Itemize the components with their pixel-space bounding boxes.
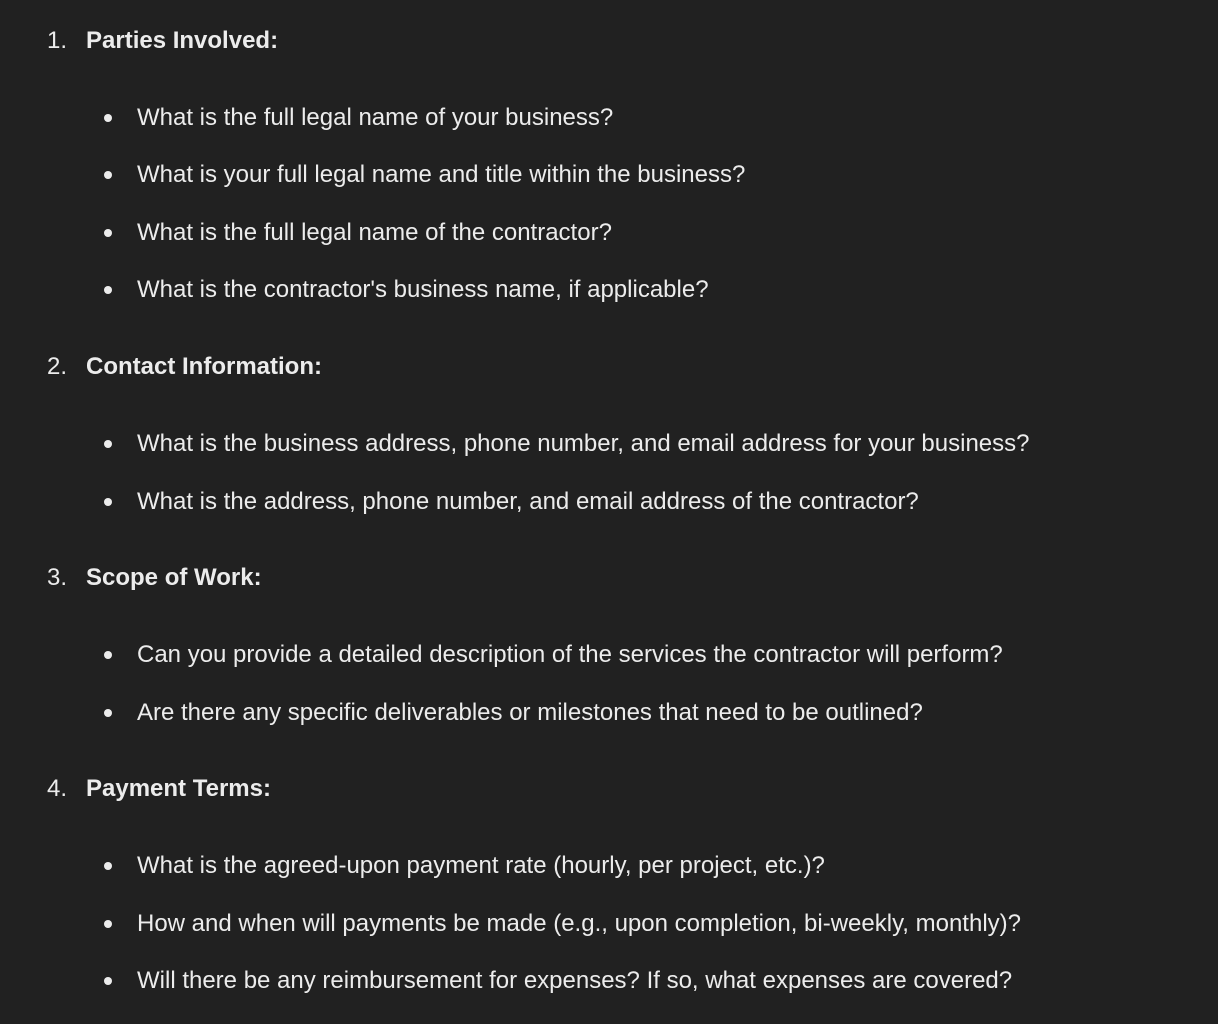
list-item bbox=[0, 485, 1218, 519]
section-number: 2. bbox=[47, 353, 68, 380]
list-item bbox=[0, 101, 1218, 135]
bullet-icon bbox=[104, 709, 112, 717]
bullet-icon bbox=[104, 286, 112, 294]
bullet-icon bbox=[104, 651, 112, 659]
list-item bbox=[0, 273, 1218, 307]
list-item-text: What is the full legal name of the contractor? bbox=[137, 219, 612, 246]
list-item bbox=[0, 638, 1218, 672]
bullet-icon bbox=[104, 114, 112, 122]
list-item-text: What is the agreed-upon payment rate (hourly, per project, etc.)? bbox=[137, 852, 825, 879]
list-item bbox=[0, 907, 1218, 941]
list-item-text: What is your full legal name and title within the business? bbox=[137, 161, 746, 188]
bullet-icon bbox=[104, 229, 112, 237]
list-item-text: What is the full legal name of your business? bbox=[137, 104, 614, 131]
bullet-icon bbox=[104, 977, 112, 985]
list-item bbox=[0, 427, 1218, 461]
section-heading bbox=[0, 772, 600, 806]
list-item bbox=[0, 849, 1218, 883]
list-item-text: Will there be any reimbursement for expenses? If so, what expenses are covered? bbox=[137, 967, 1013, 994]
bullet-icon bbox=[104, 171, 112, 179]
list-item bbox=[0, 964, 1218, 998]
bullet-icon bbox=[104, 862, 112, 870]
bullet-icon bbox=[104, 920, 112, 928]
section-heading bbox=[0, 561, 600, 595]
section-number: 3. bbox=[47, 564, 68, 591]
section-heading bbox=[0, 24, 600, 58]
list-item bbox=[0, 216, 1218, 250]
list-item bbox=[0, 158, 1218, 192]
section-number: 1. bbox=[47, 27, 68, 54]
list-item-text: What is the contractor's business name, if applicable? bbox=[137, 276, 709, 303]
list-item-text: Can you provide a detailed description of the services the contractor will perform? bbox=[137, 641, 1003, 668]
section-heading bbox=[0, 350, 600, 384]
list-item-text: Are there any specific deliverables or milestones that need to be outlined? bbox=[137, 699, 923, 726]
section-title: Scope of Work: bbox=[86, 564, 262, 591]
list-item-text: What is the address, phone number, and email address of the contractor? bbox=[137, 488, 919, 515]
bullet-icon bbox=[104, 440, 112, 448]
bullet-icon bbox=[104, 498, 112, 506]
list-item bbox=[0, 696, 1218, 730]
list-item-text: What is the business address, phone number, and email address for your business? bbox=[137, 430, 1030, 457]
section-number: 4. bbox=[47, 775, 68, 802]
section-title: Parties Involved: bbox=[86, 27, 279, 54]
section-title: Contact Information: bbox=[86, 353, 322, 380]
section-title: Payment Terms: bbox=[86, 775, 271, 802]
list-item-text: How and when will payments be made (e.g., upon completion, bi-weekly, monthly)? bbox=[137, 910, 1021, 937]
